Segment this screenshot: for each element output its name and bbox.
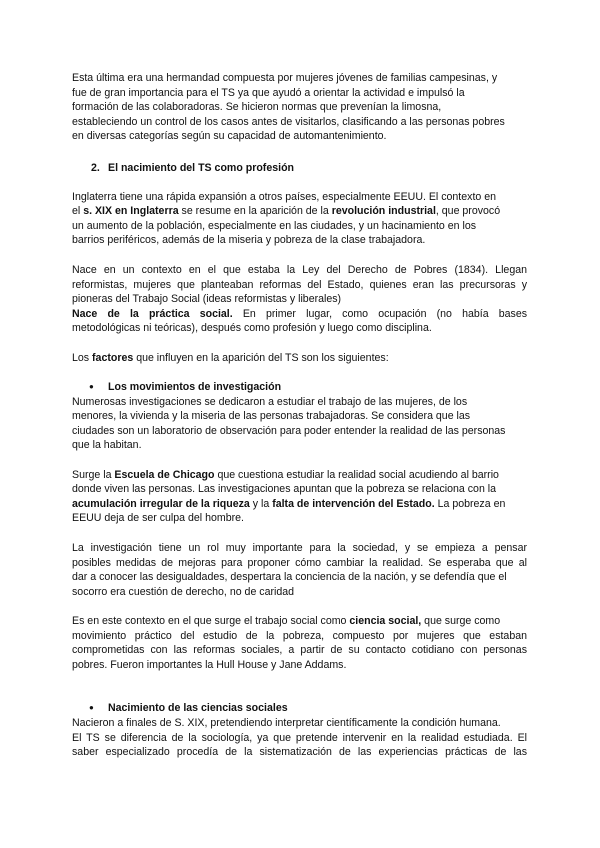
paragraph-line: El TS se diferencia de la sociología, ya que pretende intervenir en la realidad estudiada. El <box>72 732 527 744</box>
section-heading: El nacimiento del TS como profesión <box>108 162 295 174</box>
paragraph-line: Numerosas investigaciones se dedicaron a estudiar el trabajo de las mujeres, de los <box>72 396 468 408</box>
section-number: 2. <box>91 162 100 174</box>
paragraph-line: Es en este contexto en el que surge el trabajo social como ciencia social, que surge como <box>72 615 501 627</box>
paragraph-line: EEUU deja de ser culpa del hombre. <box>72 512 244 524</box>
paragraph-line: ciudades son un laboratorio de observación para poder entender la realidad de las personas <box>72 425 506 437</box>
paragraph-line: Esta última era una hermandad compuesta por mujeres jóvenes de familias campesinas, y <box>72 72 498 84</box>
paragraph-line: Los factores que influyen en la aparición del TS son los siguientes: <box>72 352 389 364</box>
paragraph-line: pobres. Fueron importantes la Hull House y Jane Addams. <box>72 659 347 671</box>
bullet-heading: Nacimiento de las ciencias sociales <box>108 702 288 714</box>
paragraph-line: Inglaterra tiene una rápida expansión a otros países, especialmente EEUU. El contexto en <box>72 191 497 203</box>
paragraph-line: comprometidas con las reformas sociales, a partir de su contacto cotidiano con personas <box>72 644 527 656</box>
paragraph-line: reformistas, mujeres que planteaban reformas del Estado, quienes eran las precursoras y <box>72 279 527 291</box>
paragraph-line: donde viven las personas. Las investigaciones apuntan que la pobreza se relaciona con la <box>72 483 497 495</box>
bullet-heading: Los movimientos de investigación <box>108 381 282 393</box>
paragraph-line: pioneras del Trabajo Social (ideas reformistas y liberales) <box>72 293 342 305</box>
paragraph-line: en diversas categorías según su capacidad de automantenimiento. <box>72 130 387 142</box>
paragraph-line: acumulación irregular de la riqueza y la falta de intervención del Estado. La pobreza en <box>72 498 506 510</box>
paragraph-line: Nace de la práctica social. En primer lugar, como ocupación (no había bases <box>72 308 527 320</box>
paragraph-line: metodológicas ni teóricas), después como profesión y luego como disciplina. <box>72 322 432 334</box>
paragraph-line: socorro era cuestión de derecho, no de caridad <box>72 586 295 598</box>
paragraph-line: menores, la vivienda y la miseria de las personas trabajadoras. Se considera que las <box>72 410 471 422</box>
paragraph-line: fue de gran importancia para el TS ya que ayudó a orientar la actividad e impulsó la <box>72 87 465 99</box>
paragraph-line: Nacieron a finales de S. XIX, pretendiendo interpretar científicamente la condición humana. <box>72 717 501 729</box>
paragraph-line: Nace en un contexto en el que estaba la Ley del Derecho de Pobres (1834). Llegan <box>72 264 527 276</box>
paragraph-line: movimiento práctico del estudio de la pobreza, compuesto por mujeres que estaban <box>72 630 527 642</box>
paragraph-line: barrios periféricos, además de la miseria y pobreza de la clase trabajadora. <box>72 234 426 246</box>
paragraph-line: posibles medidas de mejoras para proponer cómo cambiar la realidad. Se esperaba que al <box>72 557 527 569</box>
paragraph-line: estableciendo un control de los casos antes de visitarlos, clasificando a las personas pobres <box>72 116 505 128</box>
paragraph-line: formación de las colaboradoras. Se hicieron normas que prevenían la limosna, <box>72 101 442 113</box>
paragraph-line: La investigación tiene un rol muy importante para la sociedad, y se empieza a pensar <box>72 542 527 554</box>
paragraph-line: dar a conocer las desigualdades, despertara la conciencia de la nación, y se defendía que el <box>72 571 507 583</box>
paragraph-line: un aumento de la población, especialmente en las ciudades, y un hacinamiento en los <box>72 220 477 232</box>
bullet-icon: ● <box>89 703 94 712</box>
paragraph-line: Surge la Escuela de Chicago que cuestiona estudiar la realidad social acudiendo al barrio <box>72 469 499 481</box>
paragraph-line: que la habitan. <box>72 439 142 451</box>
paragraph-line: el s. XIX en Inglaterra se resume en la aparición de la revolución industrial, que provocó <box>72 205 501 217</box>
bullet-icon: ● <box>89 382 94 391</box>
paragraph-line: saber especializado procedía de la sistematización de las experiencias prácticas de las <box>72 746 527 758</box>
